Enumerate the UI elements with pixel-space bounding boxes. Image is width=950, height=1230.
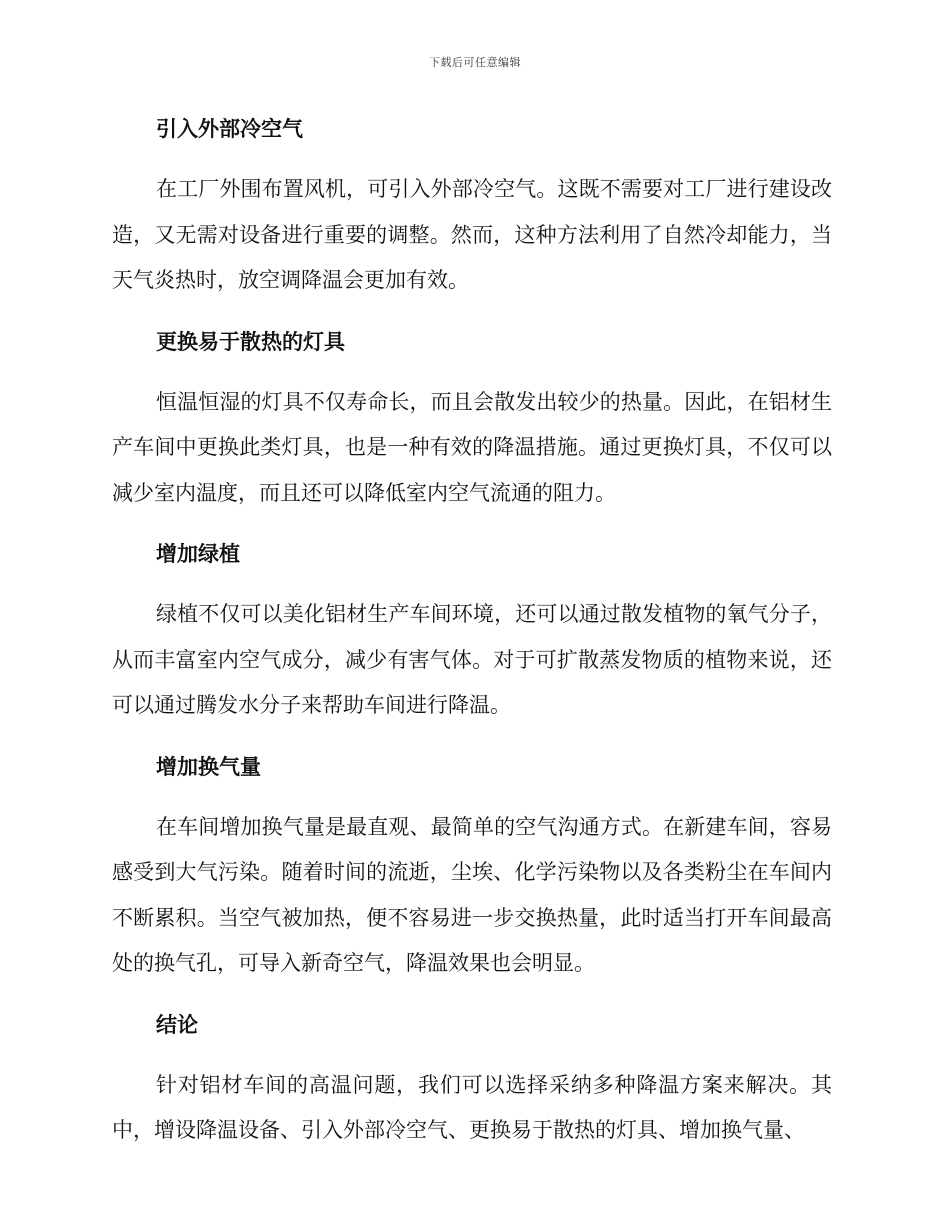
section-heading-plants: 增加绿植 xyxy=(156,542,240,566)
header-note: 下载后可任意编辑 xyxy=(429,56,521,69)
section-paragraph-lighting: 恒温恒湿的灯具不仅寿命长，而且会散发出较少的热量。因此，在铝材生产车间中更换此类灯具，也是一种有效的降温措施。通过更换灯具，不仅可以减少室内温度，而且还可以降低室内空气流通的阻力。 xyxy=(112,389,832,505)
section-heading-outside-air: 引入外部冷空气 xyxy=(156,117,303,141)
section-heading-ventilation: 增加换气量 xyxy=(156,754,261,779)
section-paragraph-conclusion: 针对铝材车间的高温问题，我们可以选择采纳多种降温方案来解决。其中，增设降温设备、引入外部冷空气、更换易于散热的灯具、增加换气量、 xyxy=(112,1072,832,1142)
document-body xyxy=(112,111,832,1174)
section-paragraph-ventilation: 在车间增加换气量是最直观、最简单的空气沟通方式。在新建车间，容易感受到大气污染。随着时间的流逝，尘埃、化学污染物以及各类粉尘在车间内不断累积。当空气被加热，便不容易进一步交换热量，此时适当打开车间最高处的换气孔，可导入新奇空气，降温效果也会明显。 xyxy=(112,814,832,975)
section-paragraph-plants: 绿植不仅可以美化铝材生产车间环境，还可以通过散发植物的氧气分子，从而丰富室内空气成分，减少有害气体。对于可扩散蒸发物质的植物来说，还可以通过腾发水分子来帮助车间进行降温。 xyxy=(112,602,832,717)
section-heading-lighting: 更换易于散热的灯具 xyxy=(156,329,345,354)
section-paragraph-outside-air: 在工厂外围布置风机，可引入外部冷空气。这既不需要对工厂进行建设改造，又无需对设备进行重要的调整。然而，这种方法利用了自然冷却能力，当天气炎热时，放空调降温会更加有效。 xyxy=(112,177,832,292)
section-heading-conclusion: 结论 xyxy=(156,1012,198,1037)
